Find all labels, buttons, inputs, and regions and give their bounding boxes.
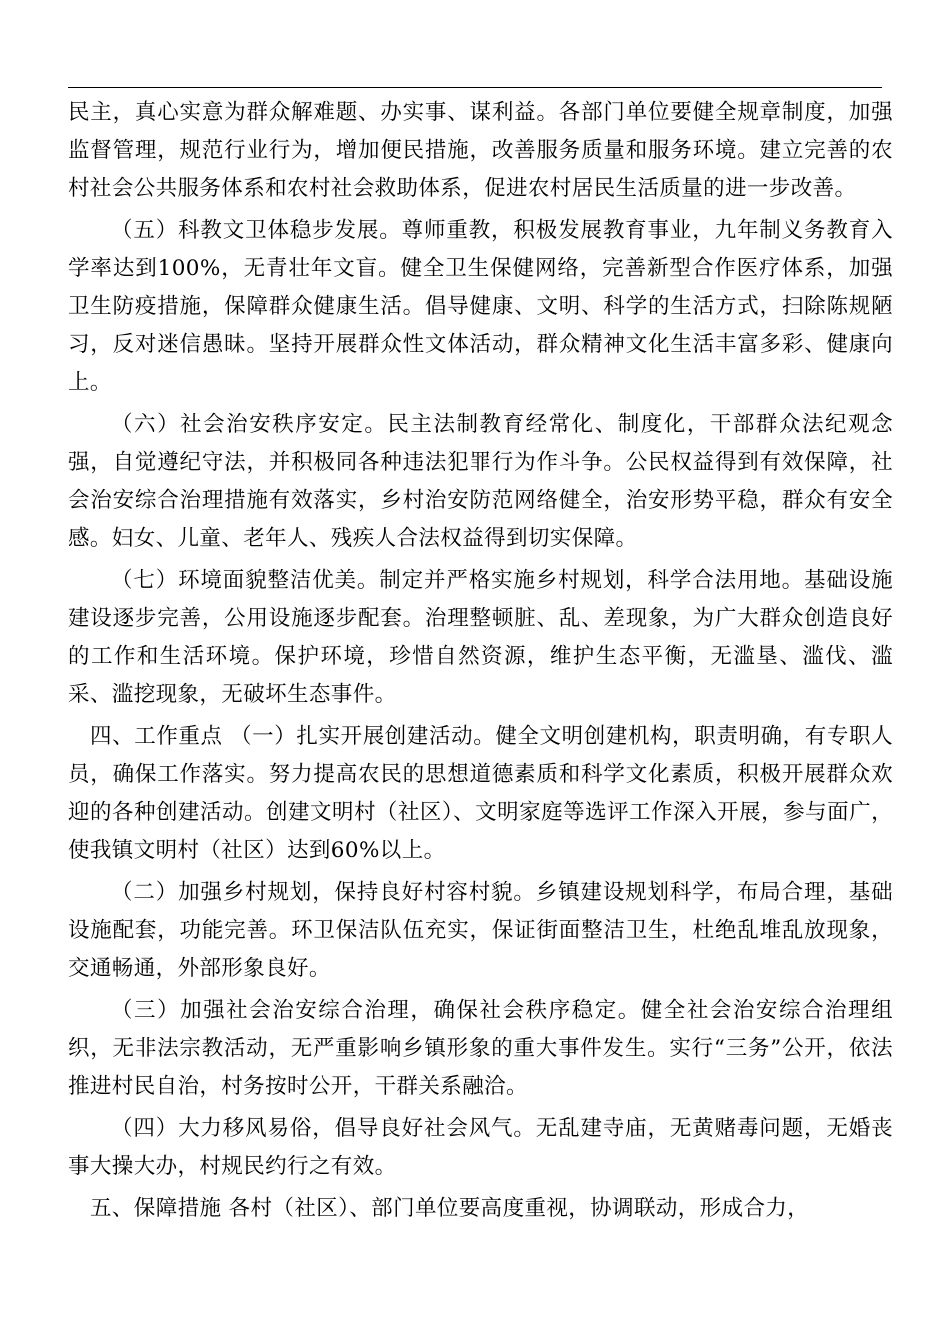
paragraph-safeguards: 五、保障措施 各村（社区）、部门单位要高度重视，协调联动，形成合力， (90, 1196, 810, 1221)
paragraph-focus-3: （三）加强社会治安综合治理，确保社会秩序稳定。健全社会治安综合治理组织，无非法宗教活动，无严重影响乡镇形象的重大事件发生。实行“三务”公开，依法推进村民自治，村务按时公开，干群关系融洽。 (68, 998, 893, 1099)
paragraph-focus-4: （四）大力移风易俗，倡导良好社会风气。无乱建寺庙，无黄赌毒问题，无婚丧事大操大办，村规民约行之有效。 (68, 1116, 893, 1179)
paragraph-section-6: （六）社会治安秩序安定。民主法制教育经常化、制度化，干部群众法纪观念强，自觉遵纪守法，并积极同各种违法犯罪行为作斗争。公民权益得到有效保障，社会治安综合治理措施有效落实，乡村治安防范网络健全，治安形势平稳，群众有安全感。妇女、儿童、老年人、残疾人合法权益得到切实保障。 (68, 412, 893, 551)
paragraph-section-7: （七）环境面貌整洁优美。制定并严格实施乡村规划，科学合法用地。基础设施建设逐步完善，公用设施逐步配套。治理整顿脏、乱、差现象，为广大群众创造良好的工作和生活环境。保护环境，珍惜自然资源，维护生态平衡，无滥垦、滥伐、滥采、滥挖现象，无破坏生态事件。 (68, 568, 893, 707)
header-rule (68, 87, 882, 88)
paragraph-section-5: （五）科教文卫体稳步发展。尊师重教，积极发展教育事业，九年制义务教育入学率达到100%，无青壮年文盲。健全卫生保健网络，完善新型合作医疗体系，加强卫生防疫措施，保障群众健康生活。倡导健康、文明、科学的生活方式，扫除陈规陋习，反对迷信愚昧。坚持开展群众性文体活动，群众精神文化生活丰富多彩、健康向上。 (68, 218, 893, 395)
body-text (68, 94, 893, 1228)
paragraph-continuation: 民主，真心实意为群众解难题、办实事、谋利益。各部门单位要健全规章制度，加强监督管理，规范行业行为，增加便民措施，改善服务质量和服务环境。建立完善的农村社会公共服务体系和农村社会救助体系，促进农村居民生活质量的进一步改善。 (68, 100, 893, 201)
paragraph-focus-2: （二）加强乡村规划，保持良好村容村貌。乡镇建设规划科学，布局合理，基础设施配套，功能完善。环卫保洁队伍充实，保证街面整洁卫生，杜绝乱堆乱放现象，交通畅通，外部形象良好。 (68, 880, 893, 981)
paragraph-work-focus: 四、工作重点 （一）扎实开展创建活动。健全文明创建机构，职责明确，有专职人员，确保工作落实。努力提高农民的思想道德素质和科学文化素质，积极开展群众欢迎的各种创建活动。创建文明村（社区）、文明家庭等选评工作深入开展，参与面广，使我镇文明村（社区）达到60%以上。 (68, 724, 893, 863)
